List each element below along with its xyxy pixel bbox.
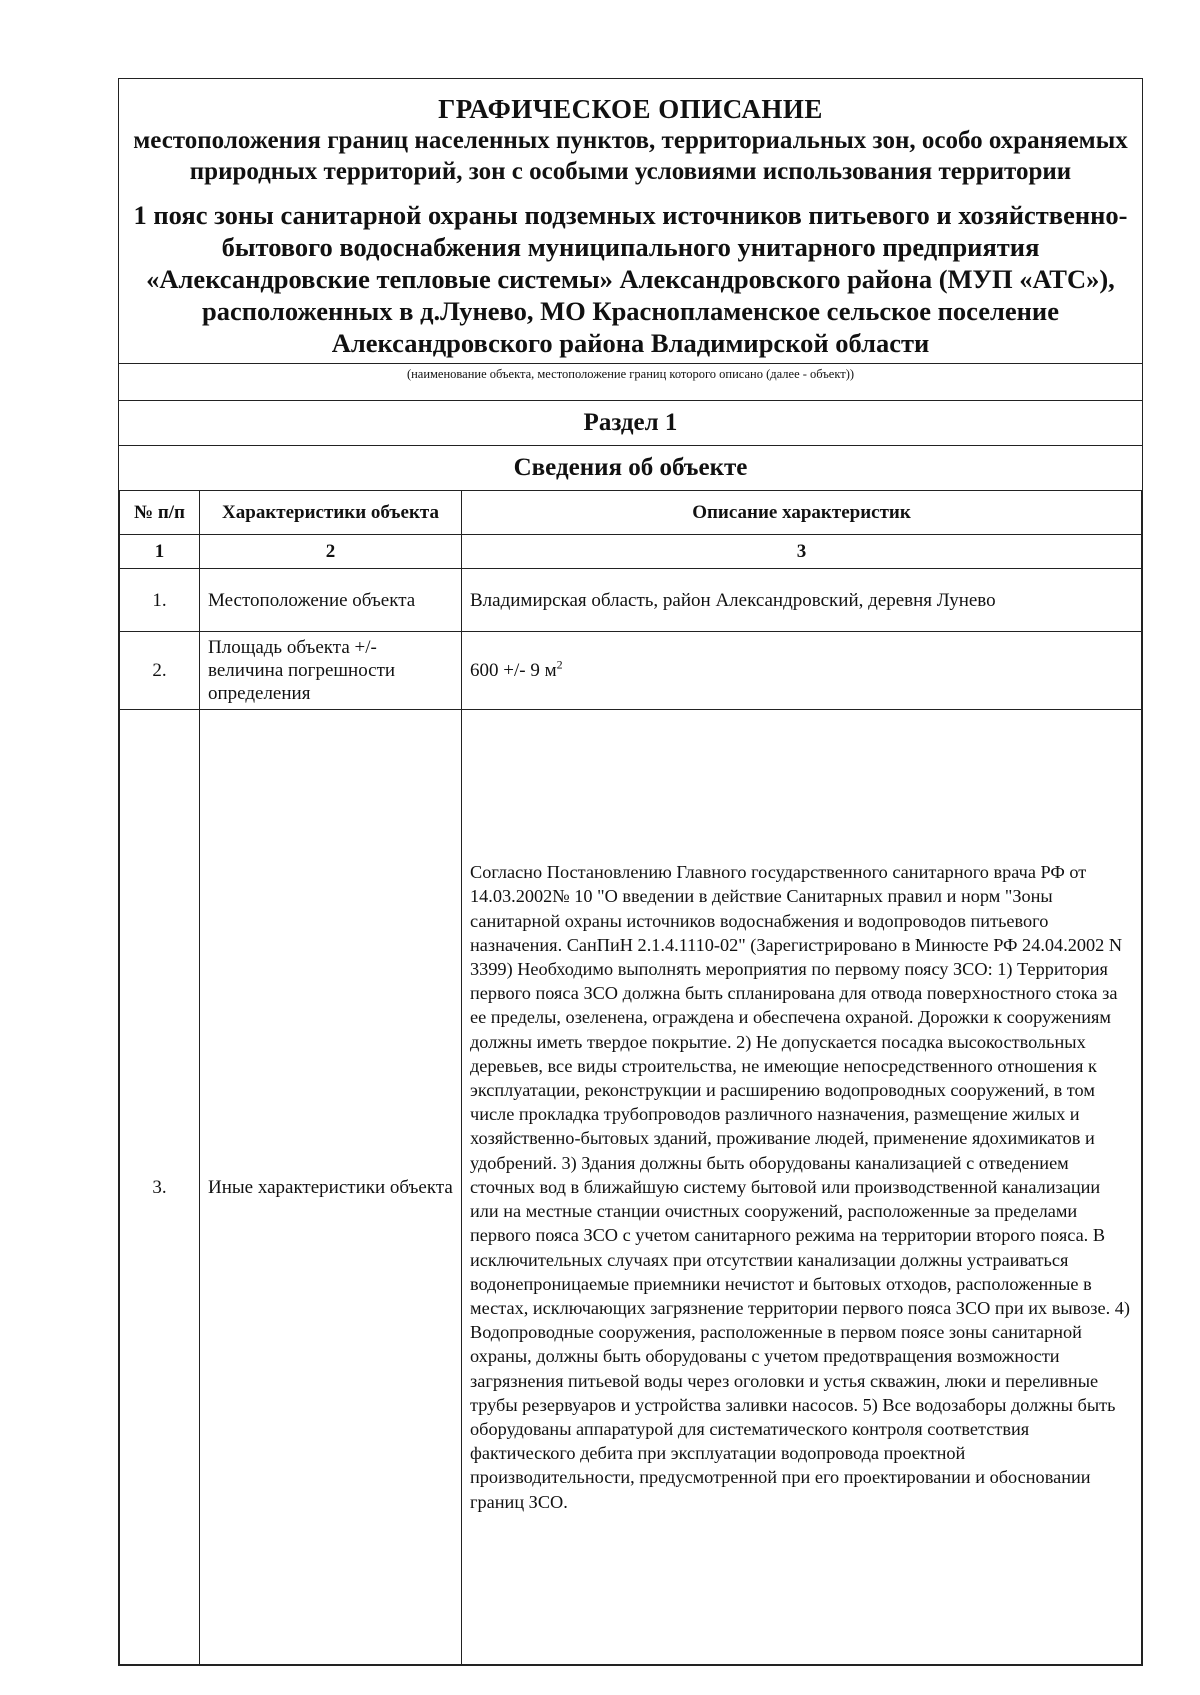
column-number-3: 3 <box>462 535 1142 569</box>
table-row <box>120 569 1142 632</box>
row-description: Согласно Постановлению Главного государственного санитарного врача РФ от 14.03.2002№ 10 "О введении в действие Санитарных правил и норм "Зоны санитарной охраны источников водоснабжения и водопроводов питьевого назначения. СанПиН 2.1.4.1110-02" (Зарегистрировано в Минюсте РФ 24.04.2002 N 3399) Необходимо выполнять мероприятия по первому поясу ЗСО: 1) Территория первого пояса ЗСО должна быть спланирована для отвода поверхностного стока за ее пределы, озеленена, ограждена и обеспечена охраной. Дорожки к сооружениям должны иметь твердое покрытие. 2) Не допускается посадка высокоствольных деревьев, все виды строительства, не имеющие непосредственного отношения к эксплуатации, реконструкции и расширению водопроводных сооружений, в том числе прокладка трубопроводов различного назначения, размещение жилых и хозяйственно-бытовых зданий, проживание людей, применение ядохимикатов и удобрений. 3) Здания должны быть оборудованы канализацией с отведением сточных вод в ближайшую систему бытовой или производственной канализации или на местные станции очистных сооружений, расположенные за пределами первого пояса ЗСО с учетом санитарного режима на территории второго пояса. В исключительных случаях при отсутствии канализации должны устраиваться водонепроницаемые приемники нечистот и бытовых отходов, расположенные в местах, исключающих загрязнение территории первого пояса ЗСО при их вывозе. 4) Водопроводные сооружения, расположенные в первом поясе зоны санитарной охраны, должны быть оборудованы с учетом предотвращения возможности загрязнения питьевой воды через оголовки и устья скважин, люки и переливные трубы резервуаров и устройства заливки насосов. 5) Все водозаборы должны быть оборудованы аппаратурой для систематического контроля соответствия фактического дебита при эксплуатации водопровода проектной производительности, предусмотренной при его проектировании и обосновании границ ЗСО. <box>462 710 1142 1665</box>
row-description <box>462 632 1142 710</box>
document-header <box>119 79 1142 363</box>
row-number: 2. <box>120 632 200 710</box>
area-value: 600 +/- 9 м <box>470 660 557 681</box>
column-number-row <box>120 535 1142 569</box>
row-characteristic: Иные характеристики объекта <box>200 710 462 1665</box>
column-number-1: 1 <box>120 535 200 569</box>
area-unit-superscript: 2 <box>556 657 563 672</box>
object-info-table <box>119 490 1142 1665</box>
object-name-caption: (наименование объекта, местоположение границ которого описано (далее - объект)) <box>119 363 1142 400</box>
document-frame <box>118 78 1143 1666</box>
header-cell-characteristic: Характеристики объекта <box>200 491 462 535</box>
document-title: ГРАФИЧЕСКОЕ ОПИСАНИЕ <box>438 94 823 124</box>
table-row <box>120 710 1142 1665</box>
column-number-2: 2 <box>200 535 462 569</box>
row-characteristic: Площадь объекта +/- величина погрешности определения <box>200 632 462 710</box>
table-row <box>120 632 1142 710</box>
table-header-row <box>120 491 1142 535</box>
document-page <box>118 78 1143 1666</box>
row-description: Владимирская область, район Александровский, деревня Лунево <box>462 569 1142 632</box>
section-title: Сведения об объекте <box>119 445 1142 490</box>
row-characteristic: Местоположение объекта <box>200 569 462 632</box>
header-cell-number: № п/п <box>120 491 200 535</box>
header-cell-description: Описание характеристик <box>462 491 1142 535</box>
section-label: Раздел 1 <box>119 400 1142 445</box>
object-name: 1 пояс зоны санитарной охраны подземных источников питьевого и хозяйственно-бытового водоснабжения муниципального унитарного предприятия «Александровские тепловые системы» Александровского района (МУП «АТС»), расположенных в д.Лунево, МО Краснопламенское сельское поселение Александровского района Владимирской области <box>133 200 1128 358</box>
row-number: 3. <box>120 710 200 1665</box>
document-subtitle: местоположения границ населенных пунктов, территориальных зон, особо охраняемых природных территорий, зон с особыми условиями использования территории <box>133 127 1128 185</box>
row-number: 1. <box>120 569 200 632</box>
